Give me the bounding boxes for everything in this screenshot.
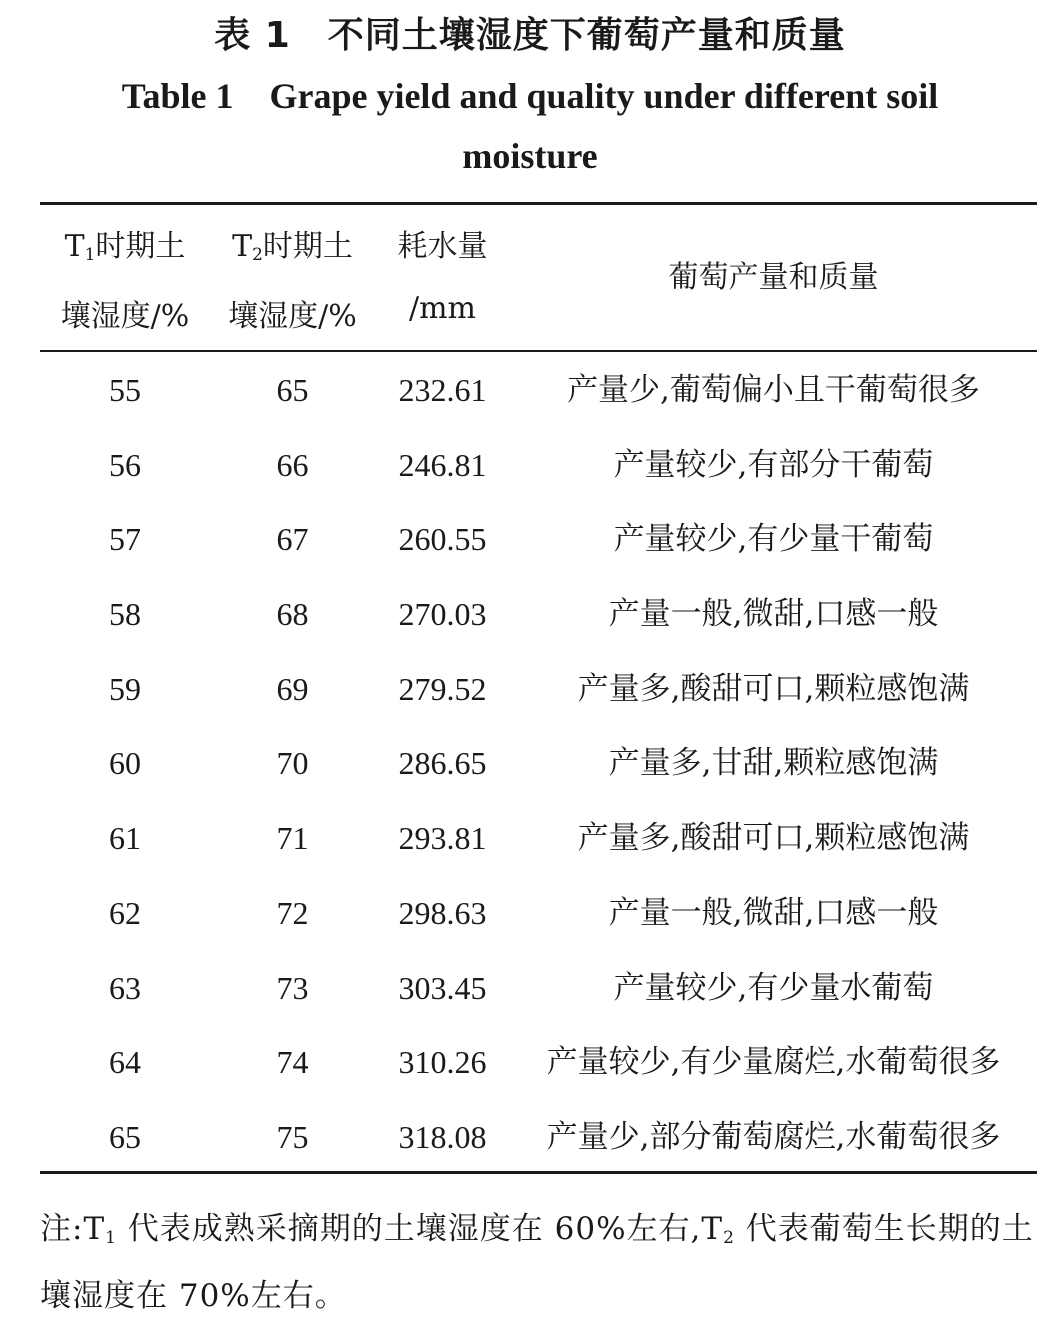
table-row (0, 726, 1060, 801)
cell-t2-moisture: 72 (276, 894, 309, 931)
table-footnote (40, 1200, 1037, 1325)
cell-t2-moisture: 66 (276, 446, 309, 483)
cell-t2-moisture: 75 (276, 1118, 309, 1155)
table-row (0, 876, 1060, 951)
header-water-line1: 耗水量 (397, 229, 488, 264)
cell-water-consumption: 286.65 (398, 745, 487, 782)
table-row (0, 428, 1060, 503)
note-prefix: 注:T (40, 1211, 106, 1247)
note-end: 代表葡萄生长期的土壤湿度在 70%左右。 (40, 1211, 1034, 1314)
table-row (0, 577, 1060, 652)
bottom-rule (40, 1171, 1037, 1174)
cell-water-consumption: 303.45 (398, 969, 487, 1006)
cell-t1-moisture: 61 (109, 820, 141, 857)
cell-yield-quality: 产量较少,有部分干葡萄 (613, 446, 934, 483)
header-t2-soil-moisture (210, 216, 375, 340)
cell-t1-moisture: 59 (109, 670, 141, 707)
cell-t1-moisture: 56 (109, 446, 141, 483)
header-t1-line2: 壤湿度/% (60, 299, 190, 334)
cell-yield-quality: 产量较少,有少量干葡萄 (613, 521, 934, 558)
header-t1-soil-moisture (40, 216, 210, 340)
top-rule (40, 202, 1037, 205)
header-t1-suffix: 时期土 (95, 229, 186, 264)
cell-yield-quality: 产量多,酸甜可口,颗粒感饱满 (577, 820, 970, 857)
cell-yield-quality: 产量一般,微甜,口感一般 (608, 596, 939, 633)
cell-yield-quality: 产量多,甘甜,颗粒感饱满 (608, 745, 939, 782)
table-body (0, 353, 1060, 1175)
header-t2-line2: 壤湿度/% (228, 299, 357, 334)
cell-t2-moisture: 73 (276, 969, 309, 1006)
cell-water-consumption: 270.03 (398, 596, 487, 633)
cell-t2-moisture: 71 (276, 820, 309, 857)
cell-yield-quality: 产量一般,微甜,口感一般 (608, 894, 939, 931)
cell-yield-quality: 产量多,酸甜可口,颗粒感饱满 (577, 670, 970, 707)
cell-water-consumption: 246.81 (398, 446, 487, 483)
table-title-chinese: 表 1 不同土壤湿度下葡萄产量和质量 (214, 15, 846, 56)
cell-t1-moisture: 62 (109, 894, 141, 931)
cell-t2-moisture: 74 (276, 1044, 309, 1081)
cell-water-consumption: 298.63 (398, 894, 487, 931)
table-row (0, 801, 1060, 876)
table-row (0, 652, 1060, 727)
header-t2-suffix: 时期土 (262, 229, 353, 264)
header-t1-subscript: 1 (84, 245, 96, 265)
cell-water-consumption: 260.55 (398, 521, 487, 558)
cell-t2-moisture: 70 (276, 745, 309, 782)
note-mid: 代表成熟采摘期的土壤湿度在 60%左右,T (116, 1211, 724, 1247)
table-row (0, 951, 1060, 1026)
cell-water-consumption: 318.08 (398, 1118, 487, 1155)
cell-t1-moisture: 65 (109, 1118, 141, 1155)
table-row (0, 1100, 1060, 1175)
cell-yield-quality: 产量少,葡萄偏小且干葡萄很多 (567, 372, 980, 408)
header-water-line2: /mm (408, 291, 476, 326)
cell-water-consumption: 293.81 (398, 820, 487, 857)
cell-t2-moisture: 68 (276, 596, 309, 633)
table-title-english: Table 1 Grape yield and quality under different soil moisture (121, 76, 939, 176)
cell-yield-quality: 产量较少,有少量腐烂,水葡萄很多 (546, 1044, 1001, 1081)
header-t2-prefix: T (232, 229, 253, 264)
cell-t1-moisture: 64 (109, 1044, 141, 1081)
header-t1-prefix: T (64, 229, 85, 264)
header-water-consumption (375, 216, 510, 340)
cell-t1-moisture: 55 (109, 372, 141, 408)
cell-t1-moisture: 60 (109, 745, 141, 782)
cell-t1-moisture: 57 (109, 521, 141, 558)
cell-water-consumption: 310.26 (398, 1044, 487, 1081)
table-row (0, 502, 1060, 577)
cell-water-consumption: 232.61 (398, 372, 487, 408)
cell-t2-moisture: 65 (276, 372, 309, 408)
header-rule (40, 350, 1037, 352)
cell-t2-moisture: 69 (276, 670, 309, 707)
note-sub2: 2 (723, 1228, 735, 1248)
cell-water-consumption: 279.52 (398, 670, 487, 707)
cell-t1-moisture: 58 (109, 596, 141, 633)
cell-t1-moisture: 63 (109, 969, 141, 1006)
cell-yield-quality: 产量少,部分葡萄腐烂,水葡萄很多 (546, 1118, 1001, 1155)
cell-yield-quality: 产量较少,有少量水葡萄 (613, 969, 934, 1006)
table-row (0, 1025, 1060, 1100)
header-t2-subscript: 2 (252, 245, 263, 265)
cell-t2-moisture: 67 (276, 521, 309, 558)
header-yield-quality: 葡萄产量和质量 (668, 260, 879, 295)
note-sub1: 1 (105, 1228, 117, 1248)
table-row (0, 353, 1060, 428)
